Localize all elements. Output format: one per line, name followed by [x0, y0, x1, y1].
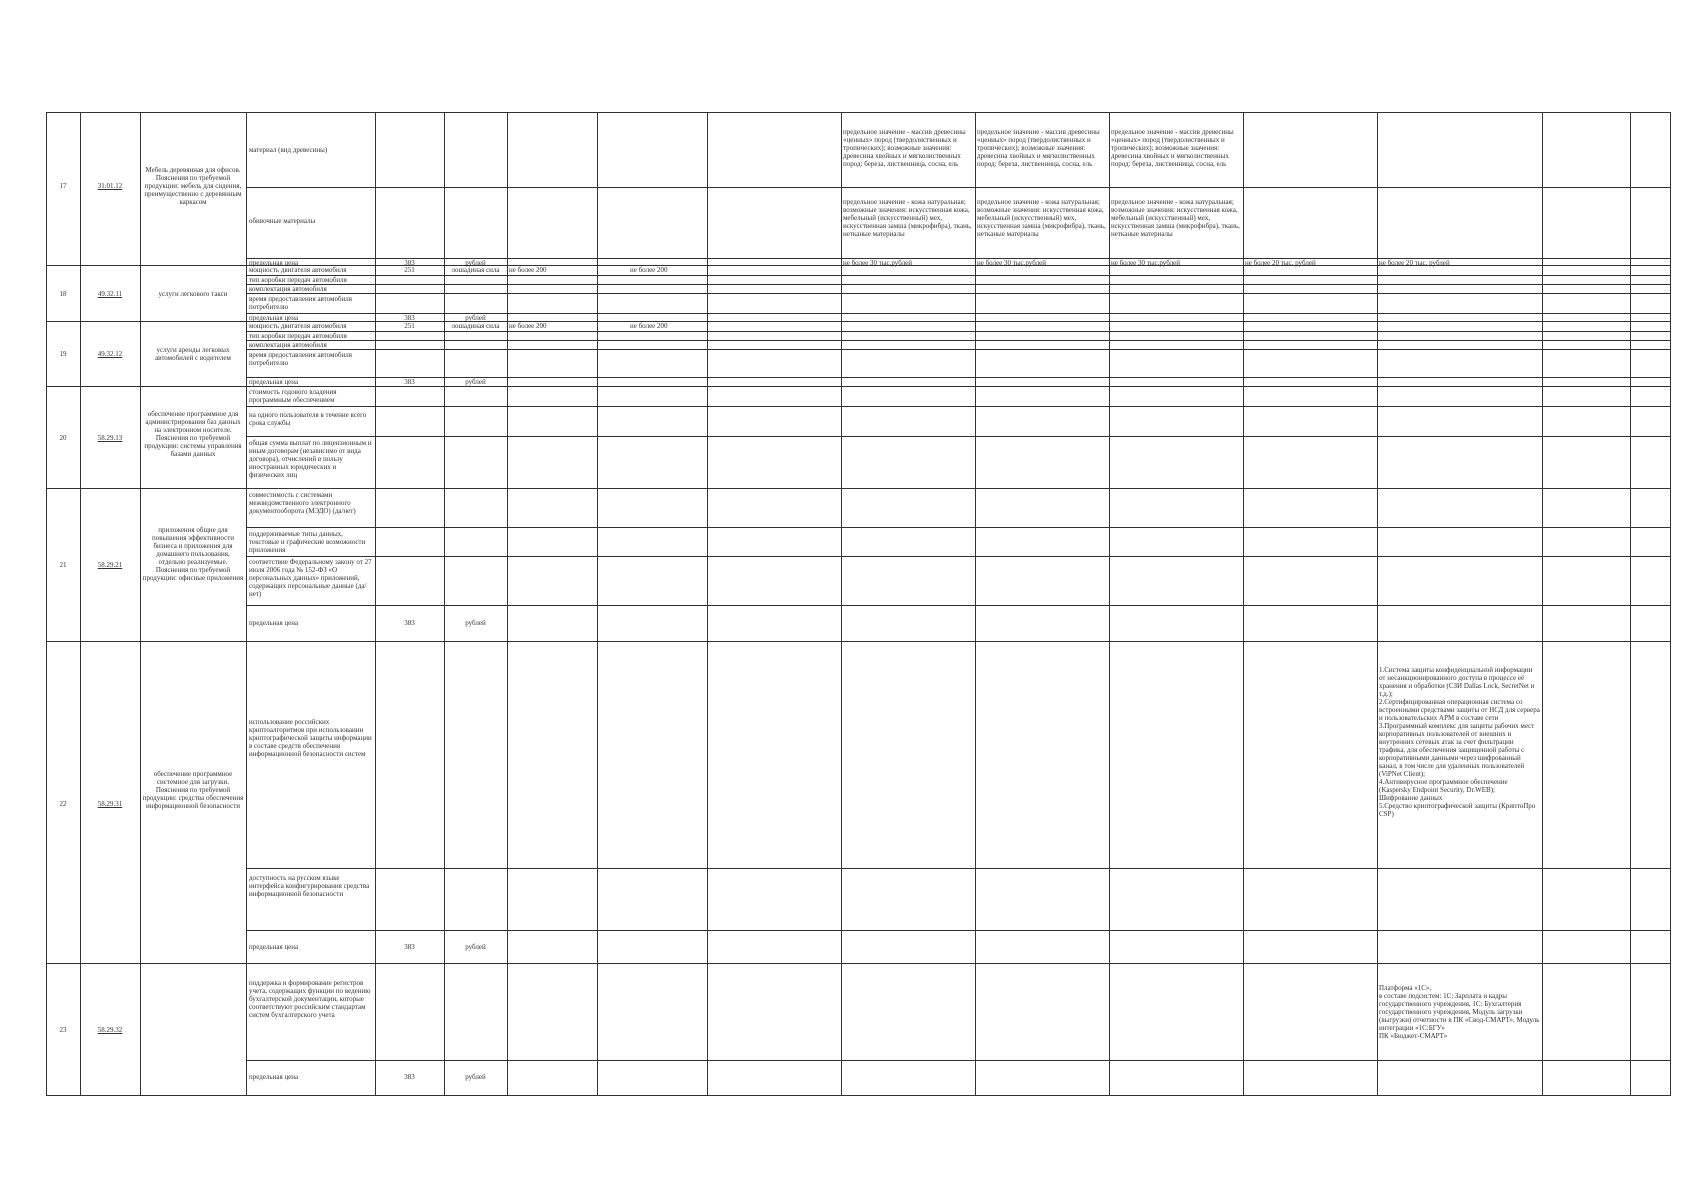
product-name: обеспечение программное для администрирования баз данных на электронном носителе. Пояснения по требуемой продукции: системы управления базами данных [144, 410, 242, 458]
row-number: 19 [59, 350, 67, 358]
characteristic: на одного пользователя в течение всего срока службы [249, 411, 367, 427]
characteristic: мощность двигателя автомобиля [249, 266, 347, 274]
okpd-code: 58.29.21 [97, 561, 123, 569]
okei-name: лошадиная сила [451, 322, 500, 330]
grid-line [1670, 112, 1671, 1096]
grid-line [841, 112, 842, 1096]
row-number: 17 [59, 182, 67, 190]
grid-line [246, 340, 1671, 341]
characteristic: предельная цена [249, 259, 299, 267]
okpd-code: 58.29.32 [97, 1026, 123, 1034]
characteristic: совместимость с системами межведомственного электронного документооборота (МЭДО) (да/нет) [249, 491, 356, 515]
grid-line [246, 112, 247, 1096]
grid-line [1630, 112, 1631, 1096]
okei-code: 383 [404, 378, 415, 386]
grid-line [46, 112, 47, 1096]
grid-line [246, 527, 1671, 528]
characteristic: предельная цена [249, 943, 299, 951]
grid-line [246, 868, 1671, 869]
characteristic: соответствие Федеральному закону от 27 июля 2006 года № 152-ФЗ «О персональных данных» приложений, содержащих персональные данные (да/нет) [249, 558, 372, 598]
grid-line [1243, 112, 1244, 1096]
value-text: предельное значение - кожа натуральная; возможные значения: искусственная кожа, мебельный (искусственный) мех, искусственная замша (микрофибра), ткань, нетканые материалы [843, 198, 972, 238]
okei-name: рублей [465, 619, 486, 627]
value-text: не более 30 тыс.рублей [977, 259, 1046, 267]
characteristic: поддерживаемые типы данных, текстовые и графические возможности приложения [249, 530, 366, 554]
characteristic: использование российских криптоалгоритмов при использовании криптографической защиты информации в составе средств обеспечения информационной безопасности систем [249, 718, 372, 758]
okpd-code: 49.32.12 [97, 350, 123, 358]
row-number: 22 [59, 800, 67, 808]
grid-line [246, 187, 1671, 188]
product-name: услуги аренды легковых автомобилей с водителем [155, 346, 231, 362]
grid-line [246, 349, 1671, 350]
grid-line [46, 488, 1671, 489]
grid-line [140, 112, 141, 1096]
okei-code: 383 [404, 943, 415, 951]
characteristic: материал (вид древесины) [249, 146, 328, 154]
value-text: предельное значение - кожа натуральная; возможные значения: искусственная кожа, мебельный (искусственный) мех, искусственная замша (микрофибра), ткань, нетканые материалы [977, 198, 1106, 238]
okei-name: рублей [465, 314, 486, 322]
characteristic: комплектация автомобиля [249, 285, 327, 293]
value-text: не более 20 тыс. рублей [1379, 259, 1450, 267]
value-text: предельное значение - кожа натуральная; возможные значения: искусственная кожа, мебельный (искусственный) мех, искусственная замша (микрофибра), ткань, нетканые материалы [1111, 198, 1240, 238]
characteristic: мощность двигателя автомобиля [249, 322, 347, 330]
okei-name: рублей [465, 259, 486, 267]
product-name: обеспечение программное системное для загрузки. Пояснения по требуемой продукции: средства обеспечения информационной безопасности [142, 770, 244, 810]
grid-line [597, 112, 598, 1096]
product-name: приложения общие для повышения эффективности бизнеса и приложения для домашнего пользования, отдельно реализуемые. Пояснения по требуемой продукции: офисные приложения [142, 526, 244, 582]
grid-line [1542, 112, 1543, 1096]
grid-line [246, 1060, 1671, 1061]
characteristic: общая сумма выплат по лицензионным и иным договорам (независимо от вида договора), отчислений в пользу иностранных юридических и физических лиц [249, 439, 372, 479]
characteristic: предельная цена [249, 314, 299, 322]
grid-line [246, 436, 1671, 437]
characteristic: время предоставления автомобиля потребителю [249, 295, 352, 311]
okei-name: рублей [465, 943, 486, 951]
characteristic: комплектация автомобиля [249, 341, 327, 349]
row-number: 23 [59, 1026, 67, 1034]
okei-code: 383 [404, 314, 415, 322]
grid-line [246, 275, 1671, 276]
okpd-code: 58.29.13 [97, 434, 123, 442]
grid-line [246, 293, 1671, 294]
okei-name: рублей [465, 1073, 486, 1081]
value-text: не более 200 [630, 322, 668, 330]
characteristic: стоимость годового владения программным обеспечением [249, 388, 337, 404]
grid-line [975, 112, 976, 1096]
value-text: не более 200 [509, 322, 547, 330]
grid-line [46, 386, 1671, 387]
characteristic: предельная цена [249, 1073, 299, 1081]
grid-line [246, 331, 1671, 332]
characteristic: время предоставления автомобиля потребителю [249, 351, 352, 367]
okei-name: рублей [465, 378, 486, 386]
okpd-code: 58.29.31 [97, 800, 123, 808]
grid-line [246, 556, 1671, 557]
row-number: 20 [59, 434, 67, 442]
okei-code: 383 [404, 1073, 415, 1081]
grid-line [1377, 112, 1378, 1096]
grid-line [246, 930, 1671, 931]
okei-name: лошадиная сила [451, 266, 500, 274]
characteristic: обивочные материалы [249, 217, 316, 225]
grid-line [707, 112, 708, 1096]
okei-code: 383 [404, 259, 415, 267]
value-text: не более 20 тыс. рублей [1245, 259, 1316, 267]
characteristic: доступность на русском языке интерфейса конфигурирования средства информационной безопасности [249, 874, 370, 898]
characteristic: предельная цена [249, 378, 299, 386]
grid-line [507, 112, 508, 1096]
characteristic: предельная цена [249, 619, 299, 627]
grid-line [1109, 112, 1110, 1096]
grid-line [246, 605, 1671, 606]
value-text: не более 30 тыс.рублей [843, 259, 912, 267]
grid-line [46, 1095, 1671, 1096]
product-name: Мебель деревянная для офисов. Пояснения по требуемой продукции: мебель для сидения, преимущественно с деревянным каркасом [144, 166, 242, 206]
okpd-code: 31.01.12 [97, 182, 123, 190]
okpd-code: 49.32.11 [97, 290, 123, 298]
okei-code: 383 [404, 619, 415, 627]
value-text: предельное значение - массив древесины «ценных» пород (твердолиственных и тропических); возможные значения: древесина хвойных и мягколиственных пород: береза, лиственница, сосна, ель [843, 128, 966, 168]
grid-line [46, 641, 1671, 642]
note-text: 1.Система защиты конфиденциальной информации от несанкционированного доступа в процессе её хранения и обработки (СЗИ Dallas Lock, SecretNet и т.д.); 2.Сертифицированная операционная система со встроенными средствами защиты от НСД для сервера и пользовательских АРМ в составе сети 3.Программный комплекс для защиты рабочих мест корпоративных пользователей от внешних и внутренних сетевых атак за счет фильтрации трафика, для обеспечения защищенной работы с корпоративными данными через шифрованный канал, в том числе для удаленных пользователей (ViPNet Client); 4.Антивирусное программное обеспечение (Kaspersky Endpoint Security, Dr.WEB); Шифрование данных 5.Средство криптографической защиты (КриптоПро CSP) [1379, 666, 1540, 818]
product-name: услуги легкового такси [158, 290, 228, 298]
value-text: не более 200 [509, 266, 547, 274]
characteristic: тип коробки передач автомобиля [249, 276, 347, 284]
value-text: предельное значение - массив древесины «ценных» пород (твердолиственных и тропических); возможные значения: древесина хвойных и мягколиственных пород: береза, лиственница, сосна, ель [977, 128, 1100, 168]
value-text: предельное значение - массив древесины «ценных» пород (твердолиственных и тропических); возможные значения: древесина хвойных и мягколиственных пород: береза, лиственница, сосна, ель [1111, 128, 1234, 168]
characteristic: поддержка и формирование регистров учета, содержащих функции по ведению бухгалтерской документации, которые соответствуют российским стандартам систем бухгалтерского учета [249, 979, 371, 1019]
row-number: 21 [59, 561, 67, 569]
note-text: Платформа «1С», в составе подсистем: 1С: Зарплата и кадры государственного учреждения, 1С: Бухгалтерия государственного учреждения, Модуль загрузки (выгрузки) отчетности в ПК «Свод-СМАРТ», Модуль интеграции «1С:БГУ» ПК «Бюджет-СМАРТ» [1379, 984, 1540, 1040]
characteristic: тип коробки передач автомобиля [249, 332, 347, 340]
grid-line [46, 963, 1671, 964]
grid-line [80, 112, 81, 1096]
grid-line [246, 406, 1671, 407]
value-text: не более 200 [630, 266, 668, 274]
okei-code: 251 [404, 322, 415, 330]
grid-line [46, 112, 1671, 113]
okei-code: 251 [404, 266, 415, 274]
grid-line [246, 284, 1671, 285]
row-number: 18 [59, 290, 67, 298]
value-text: не более 30 тыс.рублей [1111, 259, 1180, 267]
